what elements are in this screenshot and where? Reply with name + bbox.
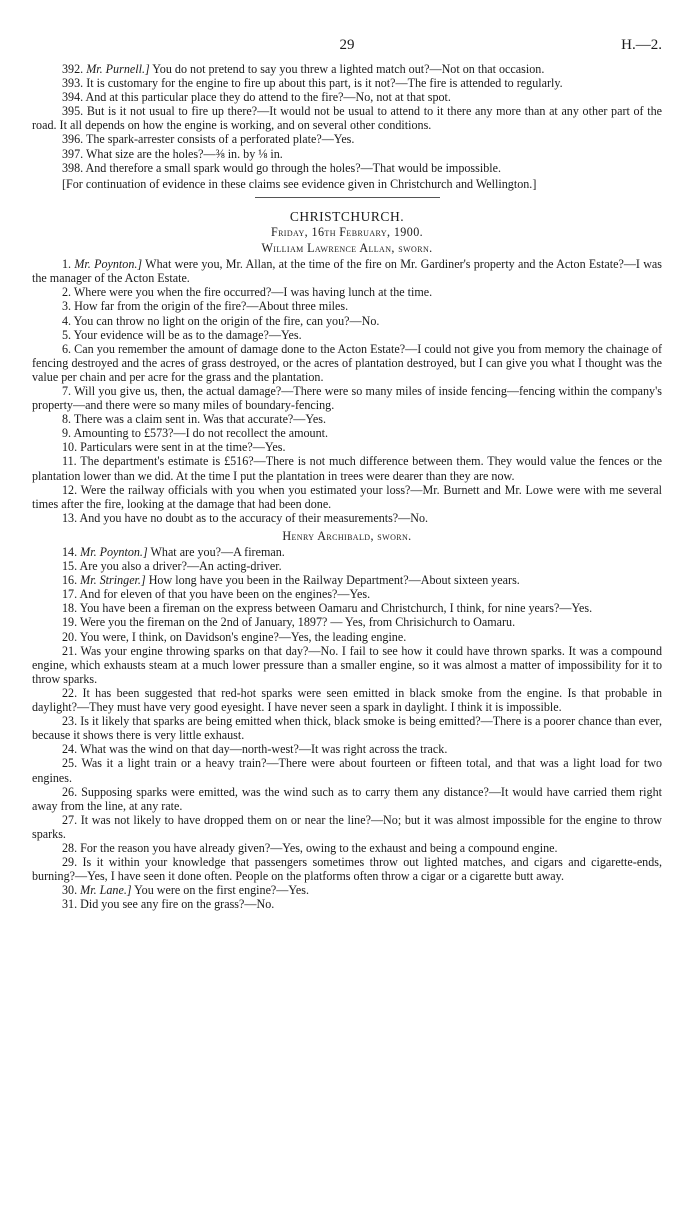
question-number: 19.: [62, 615, 80, 630]
question-text: You were on the first engine?—Yes.: [131, 883, 310, 898]
place-heading: CHRISTCHURCH.: [289, 208, 405, 224]
question-answer: [32, 630, 662, 644]
witness-heading: Henry Archibald, sworn.: [282, 528, 412, 543]
question-answer: [32, 742, 662, 756]
question-answer: [32, 545, 662, 559]
question-answer: [32, 426, 662, 440]
question-number: 9.: [62, 426, 74, 441]
question-answer: [32, 299, 662, 313]
question-answer: [32, 573, 662, 587]
question-number: 26.: [62, 784, 82, 799]
speaker-name: Mr. Poynton.]: [80, 545, 148, 559]
question-number: 29.: [62, 855, 83, 870]
question-text: Can you remember the amount of damage done to the Acton Estate?—I could not give you from memory the chainage of fencing destroyed and the acres of grass destroyed, or the acres of plantation destroyed, but I can give you what I thought was the value per chain and per acre for the grass and the plantation.: [32, 341, 662, 384]
question-number: 398.: [62, 160, 86, 175]
question-number: 5.: [62, 327, 74, 342]
question-number: 31.: [62, 897, 81, 912]
question-answer: [32, 104, 662, 132]
question-answer: [32, 342, 662, 384]
speaker-name: Mr. Poynton.]: [74, 257, 143, 272]
date-heading: Friday, 16th February, 1900.: [270, 224, 424, 239]
question-number: 11.: [62, 454, 81, 469]
question-number: 396.: [62, 132, 86, 147]
question-answer: [32, 161, 662, 175]
question-text: The spark-arrester consists of a perforated plate?—Yes.: [85, 132, 355, 147]
question-text: You were, I think, on Davidson's engine?—Yes, the leading engine.: [79, 629, 407, 644]
question-text: How far from the origin of the fire?—About three miles.: [74, 299, 349, 314]
question-number: 15.: [62, 559, 80, 574]
question-answer: [32, 714, 662, 742]
question-number: 397.: [62, 146, 86, 161]
question-text: And for eleven of that you have been on the engines?—Yes.: [79, 587, 371, 602]
question-number: 25.: [62, 756, 82, 771]
question-text: You have been a fireman on the express between Oamaru and Christchurch, I think, for nine years?—Yes.: [79, 601, 593, 616]
question-number: 7.: [62, 383, 75, 398]
question-number: 18.: [62, 601, 80, 616]
question-answer: [32, 756, 662, 784]
question-text: Your evidence will be as to the damage?—Yes.: [73, 327, 302, 342]
question-answer: [32, 62, 662, 76]
question-number: 12.: [62, 482, 81, 497]
question-text: It has been suggested that red-hot sparks were seen emitted in black smoke from the engine. Is that probable in daylight?—They must have very good eyesight. I have never seen a spark in daylight. I think it is impossible.: [32, 685, 662, 715]
question-answer: [32, 601, 662, 615]
question-answer: [32, 511, 662, 525]
question-answer: [32, 855, 662, 883]
question-answer: [32, 90, 662, 104]
question-number: 392.: [62, 62, 87, 76]
question-text: Amounting to £573?—I do not recollect the amount.: [73, 426, 329, 441]
question-text: And at this particular place they do attend to the fire?—No, not at that spot.: [85, 90, 451, 105]
question-text: There was a claim sent in. Was that accurate?—Yes.: [73, 412, 327, 427]
question-number: 22.: [62, 685, 83, 700]
question-answer: [32, 76, 662, 90]
question-text: What were you, Mr. Allan, at the time of the fire on Mr. Gardiner's property and the Acton Estate?—I was the manager of the Acton Estate.: [32, 257, 663, 286]
question-text: Is it likely that sparks are being emitted when thick, black smoke is being emitted?—There is a poorer chance than ever, because it shows there is very little exhaust.: [32, 714, 663, 743]
evidence-block-allan: [32, 257, 662, 525]
question-text: But is it not usual to fire up there?—It would not be usual to attend to it there any more than at any other part of the road. It all depends on how the engine is working, and on several other conditions.: [32, 104, 663, 133]
question-number: 14.: [62, 545, 81, 559]
question-number: 4.: [62, 313, 74, 328]
question-answer: [32, 841, 662, 855]
question-answer: [32, 686, 662, 714]
question-text: Were the railway officials with you when you estimated your loss?—Mr. Burnett and Mr. Lowe were with me several times after the fire, looking at the damage that had been done.: [32, 482, 662, 511]
question-answer: [32, 147, 662, 161]
question-text: How long have you been in the Railway Department?—About sixteen years.: [145, 573, 520, 588]
question-number: 24.: [62, 742, 80, 757]
evidence-block-continued: [32, 62, 662, 175]
question-answer: [32, 285, 662, 299]
question-answer: [32, 132, 662, 146]
question-number: 6.: [62, 341, 75, 356]
question-text: Was it a light train or a heavy train?—There were about fourteen or fifteen total, and that was a light load for two engines.: [32, 756, 662, 785]
question-answer: [32, 483, 662, 511]
question-answer: [32, 328, 662, 342]
document-page: [32, 38, 662, 911]
question-number: 16.: [62, 573, 81, 588]
question-answer: [32, 412, 662, 426]
continuation-note: [For continuation of evidence in these claims see evidence given in Christchurch and Wellington.]: [62, 176, 537, 191]
question-text: Particulars were sent in at the time?—Yes.: [80, 440, 286, 455]
question-text: Did you see any fire on the grass?—No.: [80, 897, 275, 912]
question-number: 1.: [62, 257, 75, 272]
evidence-block-archibald: [32, 545, 662, 911]
question-number: 28.: [62, 840, 81, 855]
question-answer: [32, 785, 662, 813]
question-number: 8.: [62, 412, 74, 427]
question-text: And therefore a small spark would go through the holes?—That would be impossible.: [85, 160, 501, 175]
question-number: 2.: [62, 285, 74, 300]
speaker-name: Mr. Purnell.]: [86, 62, 150, 76]
question-text: Were you the fireman on the 2nd of January, 1897? — Yes, from Chrisichurch to Oamaru.: [79, 615, 516, 630]
question-text: What are you?—A fireman.: [147, 545, 285, 559]
question-number: 395.: [62, 104, 87, 119]
question-number: 13.: [62, 510, 80, 525]
question-number: 394.: [62, 90, 86, 105]
question-number: 10.: [62, 440, 81, 455]
question-answer: [32, 257, 662, 285]
question-number: 23.: [62, 714, 81, 729]
question-answer: [32, 587, 662, 601]
question-text: It is customary for the engine to fire up about this part, is it not?—The fire is attended to regularly.: [86, 76, 563, 91]
question-text: Is it within your knowledge that passengers sometimes throw out lighted matches, and cigars and cigarette-ends, burning?—Yes, I have seen it done often. People on the platforms often throw a cigar or a cigarette butt away.: [32, 855, 663, 884]
question-number: 27.: [62, 812, 81, 827]
page-header: [32, 38, 662, 62]
question-answer: [32, 644, 662, 686]
question-text: The department's estimate is £516?—There is not much difference between them. They would value the fences or the plantation lower than we did. At the time I put the plantation in trees were dearer than they are now.: [32, 454, 662, 483]
question-text: Where were you when the fire occurred?—I was having lunch at the time.: [73, 285, 433, 300]
speaker-name: Mr. Stringer.]: [80, 573, 146, 588]
question-answer: [32, 559, 662, 573]
question-text: You can throw no light on the origin of the fire, can you?—No.: [73, 313, 380, 328]
question-number: 393.: [62, 76, 87, 91]
question-answer: [32, 897, 662, 911]
question-text: Are you also a driver?—An acting-driver.: [79, 559, 282, 574]
question-answer: [32, 813, 662, 841]
question-text: Was your engine throwing sparks on that day?—No. I fail to see how it could have thrown sparks. It was a compound engine, which exhausts steam at a much lower pressure than a smaller engine, so it was almost a matter of impossibility for it to throw sparks.: [32, 643, 662, 686]
question-answer: [32, 883, 662, 897]
question-text: What was the wind on that day—north-west?—It was right across the track.: [79, 742, 448, 757]
question-text: Supposing sparks were emitted, was the wind such as to carry them any distance?—It would have carried them right away from the line, at any rate.: [32, 784, 662, 813]
question-text: For the reason you have already given?—Yes, owing to the exhaust and being a compound engine.: [80, 840, 558, 855]
page-number: 29: [339, 37, 355, 53]
question-number: 21.: [62, 643, 81, 658]
question-number: 30.: [62, 883, 81, 898]
speaker-name: Mr. Lane.]: [80, 883, 132, 898]
question-answer: [32, 314, 662, 328]
question-number: 17.: [62, 587, 80, 602]
question-answer: [32, 615, 662, 629]
question-answer: [32, 440, 662, 454]
question-text: It was not likely to have dropped them on or near the line?—No; but it was almost impossible for the engine to throw sparks.: [32, 812, 662, 841]
section-divider: [255, 197, 440, 198]
question-number: 20.: [62, 629, 80, 644]
question-text: Will you give us, then, the actual damage?—There were so many miles of inside fencing—fencing within the company's property—and there were so many miles of boundary-fencing.: [32, 383, 662, 413]
question-text: You do not pretend to say you threw a lighted match out?—Not on that occasion.: [149, 62, 545, 76]
question-answer: [32, 454, 662, 482]
folio-reference: H.—2.: [621, 37, 662, 53]
question-answer: [32, 384, 662, 412]
question-text: What size are the holes?—⅜ in. by ⅛ in.: [85, 146, 283, 161]
question-text: And you have no doubt as to the accuracy of their measurements?—No.: [79, 510, 429, 525]
question-number: 3.: [62, 299, 75, 314]
witness-heading: William Lawrence Allan, sworn.: [261, 241, 433, 256]
